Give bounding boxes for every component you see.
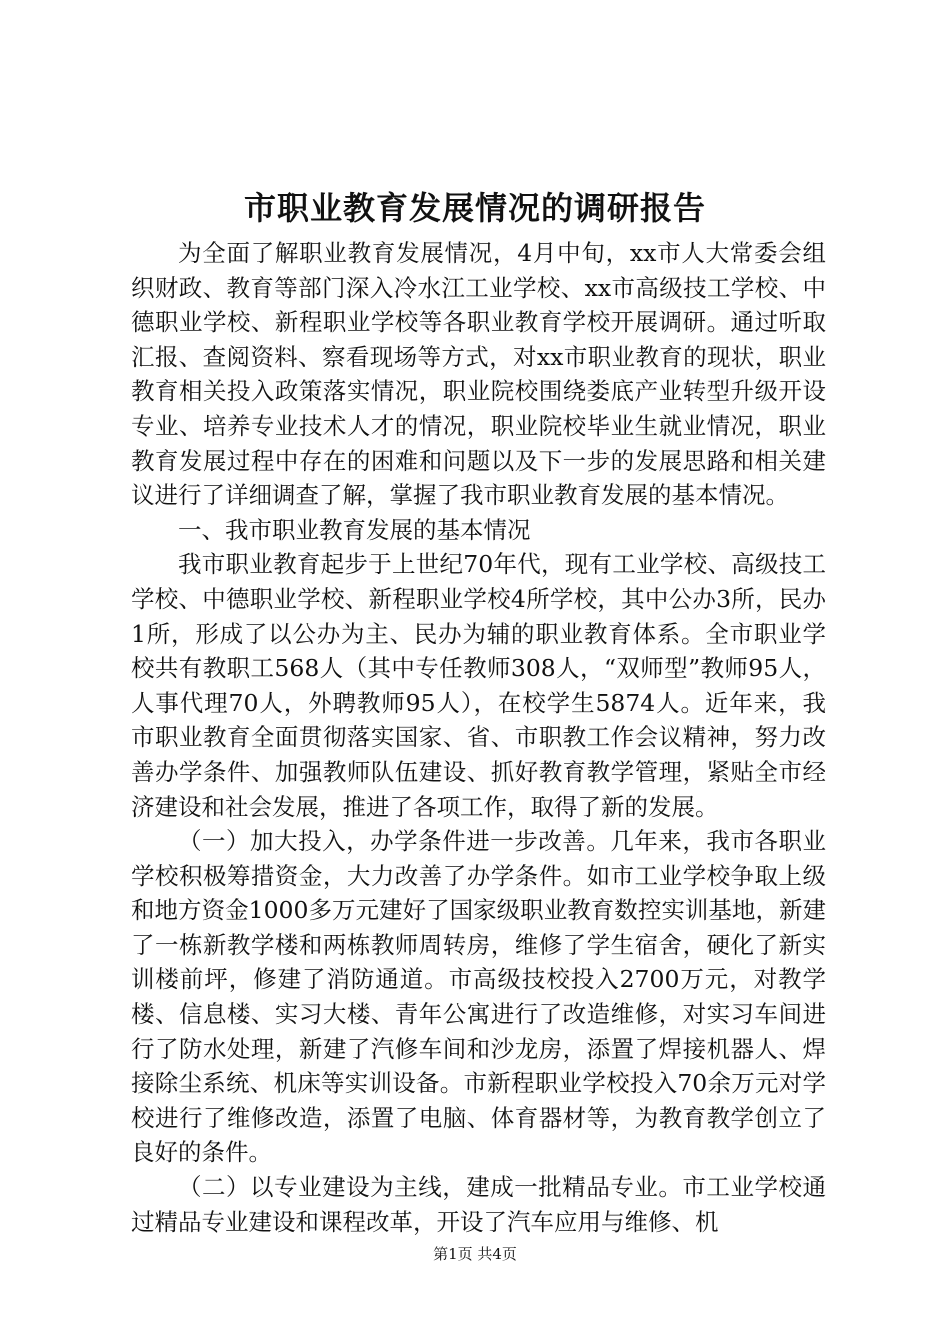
document-body: [131, 236, 826, 1239]
paragraph-specialty: （二）以专业建设为主线，建成一批精品专业。市工业学校通过精品专业建设和课程改革，开设了汽车应用与维修、机: [131, 1173, 826, 1236]
paragraph-intro: 为全面了解职业教育发展情况，4月中旬，xx市人大常委会组织财政、教育等部门深入冷水江工业学校、xx市高级技工学校、中德职业学校、新程职业学校等各职业教育学校开展调研。通过听取汇报、查阅资料、察看现场等方式，对xx市职业教育的现状，职业教育相关投入政策落实情况，职业院校围绕娄底产业转型升级开设专业、培养专业技术人才的情况，职业院校毕业生就业情况，职业教育发展过程中存在的困难和问题以及下一步的发展思路和相关建议进行了详细调查了解，掌握了我市职业教育发展的基本情况。: [131, 239, 826, 510]
section-heading-1: 一、我市职业教育发展的基本情况: [178, 515, 531, 544]
document-title: 市职业教育发展情况的调研报告: [243, 189, 706, 227]
page-footer: 第1页 共4页: [433, 1245, 517, 1263]
paragraph-overview: 我市职业教育起步于上世纪70年代，现有工业学校、高级技工学校、中德职业学校、新程职业学校4所学校，其中公办3所，民办1所，形成了以公办为主、民办为辅的职业教育体系。全市职业学校共有教职工568人（其中专任教师308人，“双师型”教师95人，人事代理70人，外聘教师95人），在校学生5874人。近年来，我市职业教育全面贯彻落实国家、省、市职教工作会议精神，努力改善办学条件、加强教师队伍建设、抓好教育教学管理，紧贴全市经济建设和社会发展，推进了各项工作，取得了新的发展。: [131, 550, 826, 821]
paragraph-investment: （一）加大投入，办学条件进一步改善。几年来，我市各职业学校积极筹措资金，大力改善了办学条件。如市工业学校争取上级和地方资金1000多万元建好了国家级职业教育数控实训基地，新建了一栋新教学楼和两栋教师周转房，维修了学生宿舍，硬化了新实训楼前坪，修建了消防通道。市高级技校投入2700万元，对教学楼、信息楼、实习大楼、青年公寓进行了改造维修，对实习车间进行了防水处理，新建了汽修车间和沙龙房，添置了焊接机器人、焊接除尘系统、机床等实训设备。市新程职业学校投入70余万元对学校进行了维修改造，添置了电脑、体育器材等，为教育教学创立了良好的条件。: [131, 827, 826, 1167]
